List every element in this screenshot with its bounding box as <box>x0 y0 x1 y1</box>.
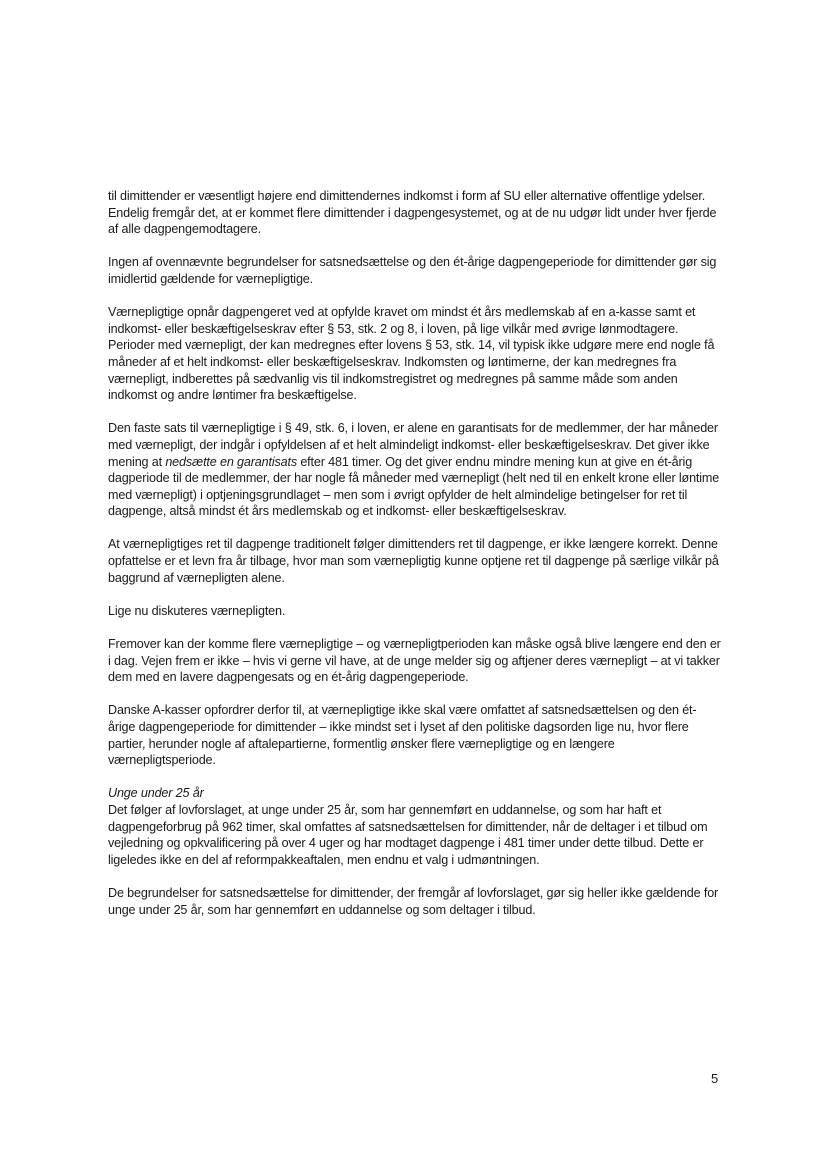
section-heading: Unge under 25 år <box>108 786 204 801</box>
paragraph: til dimittender er væsentligt højere end dimittendernes indkomst i form af SU eller alternative offentlige ydelser. Endelig fremgår det, at er kommet flere dimittender i dagpengesystemet, og at de nu udgør lidt under hver fjerde af alle dagpengemodtagere. <box>108 189 717 237</box>
page-number: 5 <box>711 1071 719 1086</box>
paragraph-text: efter 481 timer. Og det giver endnu mindre mening kun at give en ét-årig dagperiode til de medlemmer, der har nogle få måneder med værnepligt (helt ned til en enkelt krone eller løntime med værnepligt) i optjeningsgrundlaget – men som i øvrigt opfylder de helt almindelige betingelser for ret til dagpenge, altså mindst ét års medlemskab og et indkomst- eller beskæftigelseskrav. <box>108 454 720 519</box>
paragraph: Lige nu diskuteres værnepligten. <box>108 603 286 618</box>
paragraph: De begrundelser for satsnedsættelse for dimittender, der fremgår af lovforslaget, gør sig heller ikke gældende for unge under 25 år, som har gennemført en uddannelse og som deltager i tilbud. <box>108 885 719 917</box>
paragraph: Fremover kan der komme flere værnepligtige – og værnepligtperioden kan måske også blive længere end den er i dag. Vejen frem er ikke – hvis vi gerne vil have, at de unge melder sig og aftjener deres værnepligt – at vi takker dem med en lavere dagpengesats og en ét-årig dagpengeperiode. <box>108 637 721 685</box>
paragraph: Det følger af lovforslaget, at unge under 25 år, som har gennemført en uddannelse, og som har haft et dagpengeforbrug på 962 timer, skal omfattes af satsnedsættelsen for dimittender, når de deltager i et tilbud om vejledning og opkvalificering på over 4 uger og har modtaget dagpenge i 481 timer under dette tilbud. Dette er ligeledes ikke en del af reformpakkeaftalen, men endnu et valg i udmøntningen. <box>108 802 708 867</box>
paragraph: Danske A-kasser opfordrer derfor til, at værnepligtige ikke skal være omfattet af satsnedsættelsen og den ét-årige dagpengeperiode for dimittender – ikke mindst set i lyset af den politiske dagsorden lige nu, hvor flere partier, herunder nogle af aftalepartierne, formentlig ønsker flere værnepligtige og en længere værnepligtsperiode. <box>108 703 697 768</box>
paragraph-with-emphasis <box>108 420 723 520</box>
paragraph-text: Den faste sats til værnepligtige i § 49, stk. 6, i loven, er alene en garantisats for de medlemmer, der har måneder med værnepligt, der indgår i opfyldelsen af et helt almindeligt indkomst- eller beskæftigelseskrav. Det giver ikke mening at <box>108 421 718 469</box>
emphasized-text: nedsætte en garantisats <box>165 454 297 469</box>
paragraph: Ingen af ovennævnte begrundelser for satsnedsættelse og den ét-årige dagpengeperiode for dimittender gør sig imidlertid gældende for værnepligtige. <box>108 255 717 286</box>
document-body <box>108 188 723 935</box>
paragraph: At værnepligtiges ret til dagpenge traditionelt følger dimittenders ret til dagpenge, er ikke længere korrekt. Denne opfattelse er et levn fra år tilbage, hvor man som værnepligtig kunne optjene ret til dagpenge på særlige vilkår på baggrund af værnepligten alene. <box>108 537 719 585</box>
paragraph: Værnepligtige opnår dagpengeret ved at opfylde kravet om mindst ét års medlemskab af en a-kasse samt et indkomst- eller beskæftigelseskrav efter § 53, stk. 2 og 8, i loven, på lige vilkår med øvrige lønmodtagere. Perioder med værnepligt, der kan medregnes efter lovens § 53, stk. 14, vil typisk ikke udgøre mere end nogle få måneder af et helt indkomst- eller beskæftigelseskrav. Indkomsten og løntimerne, der kan medregnes fra værnepligt, indberettes på sædvanlig vis til indkomstregistret og medregnes på samme måde som anden indkomst og andre løntimer fra beskæftigelse. <box>108 305 715 403</box>
